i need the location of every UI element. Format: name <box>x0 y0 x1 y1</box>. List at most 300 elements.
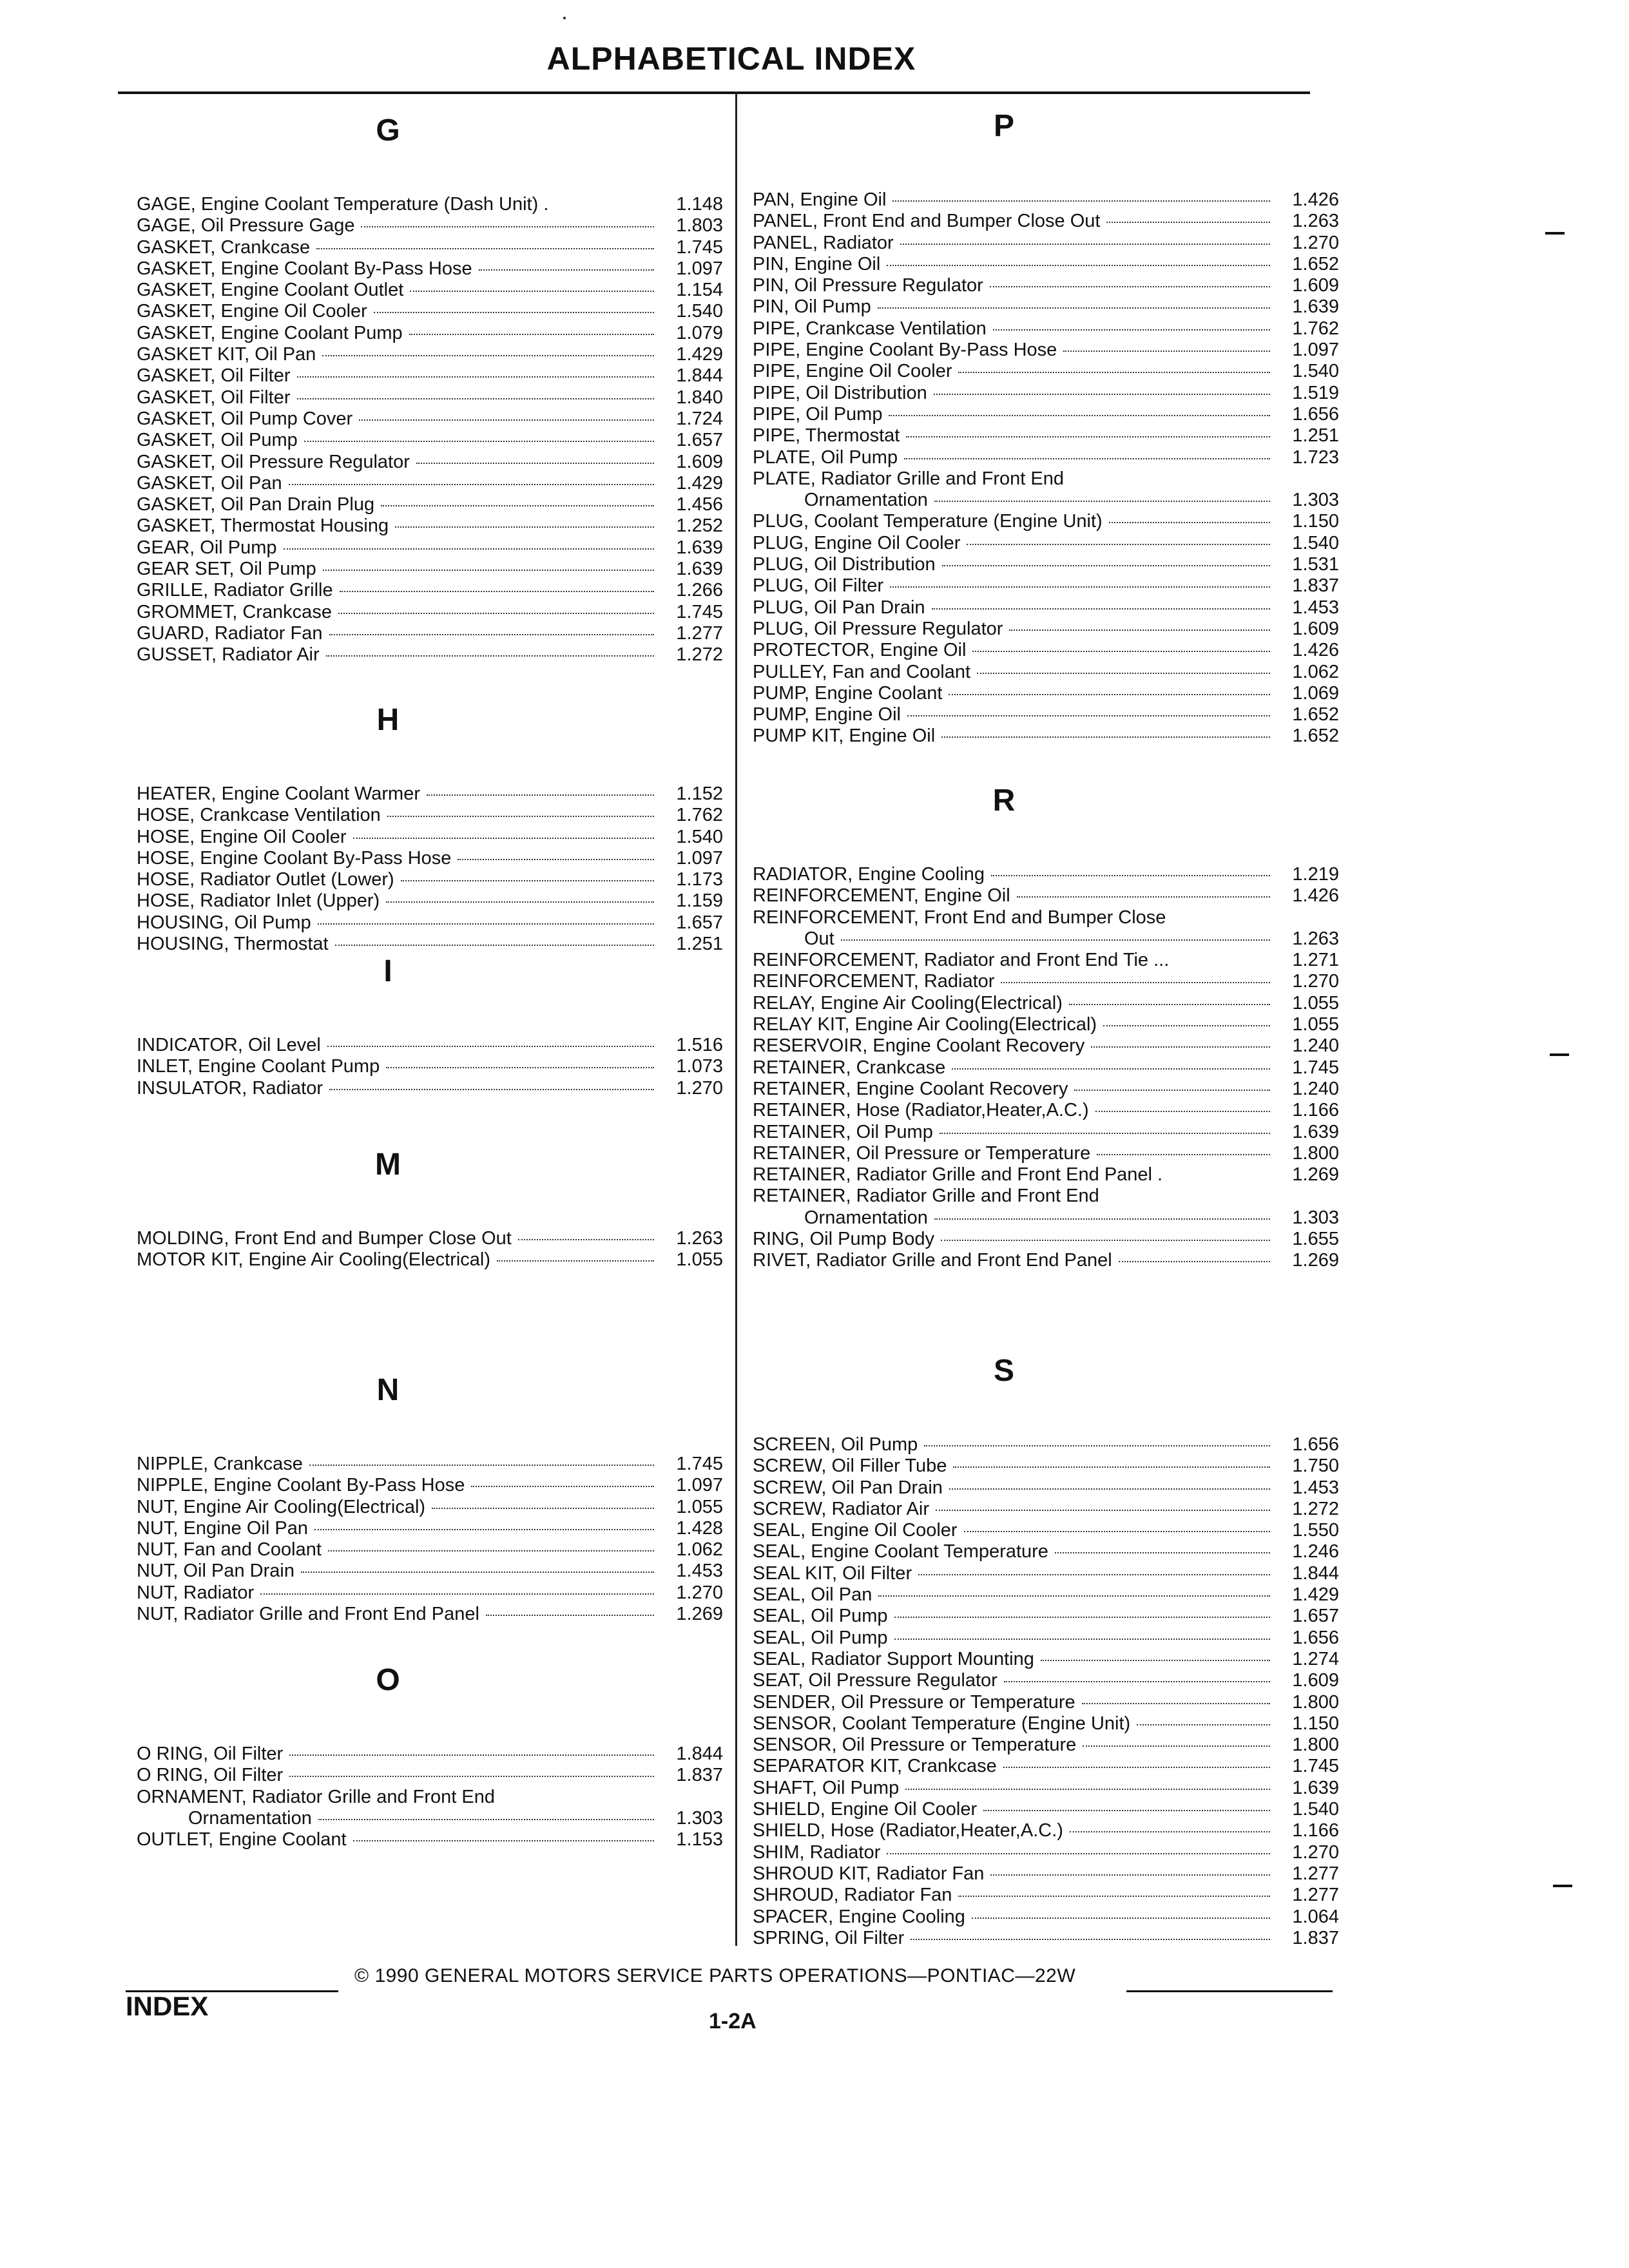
dot-leader <box>340 591 654 592</box>
index-entry <box>137 602 723 623</box>
index-entry <box>137 1249 723 1271</box>
index-entry <box>753 254 1339 275</box>
dot-leader <box>381 505 654 506</box>
entry-name: SEAL, Engine Coolant Temperature <box>753 1541 1048 1562</box>
section-r <box>753 783 1339 1272</box>
page-reference: 1.800 <box>1292 1735 1339 1756</box>
dot-leader <box>323 570 654 571</box>
index-entry <box>753 1164 1339 1186</box>
page-reference: 1.266 <box>676 580 723 601</box>
page-reference: 1.800 <box>1292 1142 1339 1164</box>
entry-name: SCREW, Radiator Air <box>753 1498 929 1519</box>
index-entry <box>137 1539 723 1561</box>
dot-leader <box>1009 629 1270 631</box>
dot-leader <box>386 1067 654 1068</box>
dot-leader <box>967 544 1270 545</box>
index-entry-list <box>753 864 1339 1272</box>
entry-name: RELAY KIT, Engine Air Cooling(Electrical) <box>753 1014 1097 1035</box>
entry-name: SCREW, Oil Filler Tube <box>753 1456 947 1477</box>
dot-leader <box>1095 1111 1270 1112</box>
entry-name: GUSSET, Radiator Air <box>137 644 320 666</box>
dot-leader <box>314 1529 654 1530</box>
dot-leader <box>841 939 1270 941</box>
index-entry <box>753 318 1339 340</box>
entry-name: GAGE, Oil Pressure Gage <box>137 215 355 236</box>
page-reference: 1.453 <box>1292 597 1339 618</box>
section-letter: M <box>375 1148 401 1182</box>
dot-leader <box>890 586 1270 588</box>
dot-leader <box>1103 1025 1270 1026</box>
dot-leader <box>471 1486 654 1487</box>
page-reference: 1.426 <box>1292 189 1339 210</box>
dot-leader <box>1041 1660 1270 1661</box>
index-entry <box>137 280 723 301</box>
dot-leader <box>889 415 1270 416</box>
page-reference: 1.251 <box>676 934 723 955</box>
dot-leader <box>1097 1154 1270 1155</box>
dot-leader <box>359 419 654 421</box>
index-entry <box>137 537 723 559</box>
index-entry <box>753 1079 1339 1100</box>
page-reference: 1.159 <box>676 890 723 912</box>
dot-leader <box>964 1531 1270 1532</box>
index-entry <box>753 885 1339 907</box>
dot-leader <box>949 694 1270 695</box>
entry-name: SHIELD, Engine Oil Cooler <box>753 1799 978 1820</box>
entry-name: GROMMET, Crankcase <box>137 601 332 622</box>
dot-leader <box>905 1789 1270 1790</box>
index-entry <box>137 1078 723 1099</box>
dot-leader <box>327 1046 654 1047</box>
page-reference: 1.453 <box>676 1561 723 1582</box>
dot-leader <box>1106 222 1270 223</box>
dot-leader <box>1091 1046 1270 1048</box>
entry-name: REINFORCEMENT, Radiator <box>753 971 995 992</box>
index-entry <box>137 1454 723 1475</box>
dot-leader <box>1082 1703 1270 1704</box>
dot-leader <box>387 816 654 817</box>
dot-leader <box>972 651 1270 652</box>
index-entry <box>753 189 1339 211</box>
dot-leader <box>318 1819 654 1820</box>
page-reference: 1.270 <box>676 1077 723 1099</box>
dot-leader <box>1109 522 1270 523</box>
page-reference: 1.154 <box>676 280 723 301</box>
page-reference: 1.055 <box>1292 1014 1339 1035</box>
index-entry <box>753 1756 1339 1777</box>
entry-name: MOTOR KIT, Engine Air Cooling(Electrical) <box>137 1249 491 1271</box>
entry-name: NUT, Radiator <box>137 1582 255 1603</box>
index-entry-list <box>137 783 723 955</box>
footer-rule-right <box>1126 1990 1333 1992</box>
index-entry <box>137 215 723 236</box>
entry-name: RETAINER, Radiator Grille and Front End Panel . <box>753 1164 1163 1186</box>
page-reference: 1.097 <box>1292 340 1339 361</box>
entry-name: GASKET, Engine Coolant Pump <box>137 322 403 343</box>
index-entry <box>753 1520 1339 1541</box>
page-reference: 1.656 <box>1292 1627 1339 1648</box>
dot-leader <box>900 244 1270 245</box>
index-entry <box>137 365 723 387</box>
index-entry <box>753 1477 1339 1499</box>
page-reference: 1.723 <box>1292 447 1339 468</box>
page-reference: 1.073 <box>676 1056 723 1077</box>
dot-leader <box>887 1853 1270 1854</box>
index-entry <box>753 928 1339 950</box>
entry-name: SEPARATOR KIT, Crankcase <box>753 1756 997 1777</box>
dot-leader <box>328 1550 654 1552</box>
section-letter: N <box>376 1373 400 1407</box>
entry-name: REINFORCEMENT, Radiator and Front End Tie ... <box>753 950 1170 971</box>
page-reference: 1.800 <box>1292 1691 1339 1713</box>
index-entry <box>753 662 1339 683</box>
page-reference: 1.303 <box>1292 490 1339 511</box>
margin-mark <box>1545 232 1565 235</box>
section-g <box>137 113 723 666</box>
entry-name: GASKET KIT, Oil Pan <box>137 344 316 365</box>
section-o <box>137 1662 723 1850</box>
index-entry-list <box>137 194 723 666</box>
index-entry <box>753 1057 1339 1079</box>
entry-name: INDICATOR, Oil Level <box>137 1035 321 1055</box>
index-entry <box>753 1014 1339 1035</box>
dot-leader <box>318 923 654 925</box>
entry-name: SHIM, Radiator <box>753 1841 881 1863</box>
page-reference: 1.148 <box>676 194 723 215</box>
dot-leader <box>518 1239 654 1240</box>
index-entry <box>137 559 723 580</box>
entry-name: SEAL, Oil Pan <box>753 1584 872 1606</box>
page-reference: 1.453 <box>1292 1477 1339 1498</box>
page-reference: 1.270 <box>676 1582 723 1603</box>
page-reference: 1.251 <box>1292 425 1339 447</box>
page-reference: 1.550 <box>1292 1520 1339 1541</box>
index-entry <box>137 827 723 848</box>
dot-leader <box>878 1595 1270 1597</box>
index-entry <box>753 1713 1339 1735</box>
page-reference: 1.429 <box>676 472 723 494</box>
entry-name: NUT, Fan and Coolant <box>137 1539 322 1561</box>
section-letter: G <box>376 113 400 148</box>
index-entry <box>137 515 723 537</box>
dot-leader <box>1001 982 1270 983</box>
index-entry-list <box>753 189 1339 747</box>
index-entry <box>137 473 723 494</box>
entry-name: O RING, Oil Filter <box>137 1744 284 1764</box>
page-reference: 1.609 <box>1292 275 1339 296</box>
page-reference: 1.844 <box>676 1744 723 1764</box>
section-letter: P <box>993 109 1014 143</box>
dot-leader <box>289 1776 654 1777</box>
page-reference: 1.639 <box>1292 1777 1339 1798</box>
dot-leader <box>326 655 654 657</box>
dot-leader <box>374 312 654 313</box>
entry-name: GASKET, Thermostat Housing <box>137 515 389 537</box>
dot-leader <box>260 1593 654 1595</box>
dot-leader <box>934 501 1270 502</box>
entry-name: HOSE, Crankcase Ventilation <box>137 805 381 826</box>
index-entry <box>137 387 723 408</box>
dot-leader <box>990 1874 1270 1876</box>
page-reference: 1.263 <box>1292 211 1339 232</box>
index-entry <box>753 950 1339 971</box>
index-entry <box>753 1799 1339 1820</box>
index-entry <box>137 344 723 365</box>
dot-leader <box>1055 1552 1270 1553</box>
section-n <box>137 1372 723 1625</box>
dot-leader <box>432 1508 654 1509</box>
entry-name: RING, Oil Pump Body <box>753 1229 935 1250</box>
entry-name: PLUG, Oil Filter <box>753 575 884 597</box>
dot-leader <box>958 372 1270 373</box>
index-entry <box>753 1250 1339 1271</box>
title-rule <box>118 91 1310 94</box>
entry-name: GASKET, Oil Pump Cover <box>137 408 353 429</box>
dot-leader <box>289 484 654 485</box>
entry-name: NIPPLE, Engine Coolant By-Pass Hose <box>137 1475 465 1496</box>
page-reference: 1.745 <box>1292 1756 1339 1777</box>
index-entry <box>137 1561 723 1582</box>
entry-name: RETAINER, Oil Pressure or Temperature <box>753 1142 1091 1164</box>
page-reference: 1.803 <box>676 215 723 236</box>
index-entry <box>753 597 1339 619</box>
entry-name: PLUG, Coolant Temperature (Engine Unit) <box>753 511 1103 532</box>
dot-leader <box>401 880 654 881</box>
entry-name: HOUSING, Thermostat <box>137 934 329 955</box>
entry-name: HOSE, Engine Oil Cooler <box>137 826 347 847</box>
entry-name: GRILLE, Radiator Grille <box>137 580 333 601</box>
dot-leader <box>878 307 1270 309</box>
dot-leader <box>949 1488 1270 1490</box>
dot-leader <box>907 715 1270 716</box>
index-entry <box>137 623 723 644</box>
entry-name: O RING, Oil Filter <box>137 1765 284 1786</box>
index-entry <box>753 1563 1339 1584</box>
index-entry <box>753 1541 1339 1562</box>
page-reference: 1.609 <box>676 451 723 472</box>
page-reference: 1.271 <box>1292 950 1339 971</box>
page-reference: 1.069 <box>1292 682 1339 704</box>
dot-leader <box>427 794 654 796</box>
entry-name: PIPE, Engine Coolant By-Pass Hose <box>753 340 1057 361</box>
index-entry <box>137 1228 723 1249</box>
dot-leader <box>918 1574 1270 1575</box>
index-entry <box>137 494 723 515</box>
page-reference: 1.240 <box>1292 1035 1339 1057</box>
page-reference: 1.652 <box>1292 726 1339 747</box>
page-reference: 1.657 <box>676 430 723 451</box>
index-entry <box>753 447 1339 468</box>
entry-name: Ornamentation <box>188 1807 312 1829</box>
index-entry <box>753 383 1339 404</box>
entry-name: RELAY, Engine Air Cooling(Electrical) <box>753 992 1063 1014</box>
entry-name: SPRING, Oil Filter <box>753 1927 905 1948</box>
section-letter: R <box>992 783 1016 818</box>
page-reference: 1.270 <box>1292 971 1339 992</box>
page-reference: 1.055 <box>676 1496 723 1517</box>
index-entry <box>753 864 1339 885</box>
entry-name: GASKET, Oil Filter <box>137 365 291 387</box>
page-reference: 1.762 <box>1292 318 1339 339</box>
dot-leader <box>395 526 654 528</box>
page-reference: 1.656 <box>1292 403 1339 425</box>
page-reference: 1.277 <box>1292 1863 1339 1884</box>
page-reference: 1.844 <box>676 365 723 387</box>
page-reference: 1.745 <box>676 1454 723 1474</box>
entry-name: SENSOR, Coolant Temperature (Engine Unit) <box>753 1713 1131 1734</box>
page-reference: 1.540 <box>1292 361 1339 382</box>
page-reference: 1.844 <box>1292 1562 1339 1584</box>
entry-name: SEAL, Oil Pump <box>753 1606 888 1627</box>
page-reference: 1.153 <box>676 1829 723 1850</box>
entry-name: SEAT, Oil Pressure Regulator <box>753 1670 998 1691</box>
entry-name: SHAFT, Oil Pump <box>753 1777 900 1798</box>
page-reference: 1.837 <box>1292 575 1339 597</box>
entry-name: INSULATOR, Radiator <box>137 1077 323 1099</box>
index-entry <box>753 1885 1339 1906</box>
page-reference: 1.656 <box>1292 1434 1339 1455</box>
entry-name: PIN, Engine Oil <box>753 253 881 274</box>
index-entry <box>137 912 723 934</box>
entry-name: SHIELD, Hose (Radiator,Heater,A.C.) <box>753 1820 1063 1841</box>
dot-leader <box>297 376 655 378</box>
dot-leader <box>991 875 1270 876</box>
page-reference: 1.269 <box>676 1604 723 1625</box>
page-reference: 1.270 <box>1292 232 1339 253</box>
page-reference: 1.540 <box>1292 1799 1339 1820</box>
dot-leader <box>958 1896 1270 1897</box>
entry-name: PLATE, Oil Pump <box>753 447 898 468</box>
index-entry <box>753 704 1339 726</box>
dot-leader <box>942 565 1270 566</box>
index-entry <box>137 1787 723 1808</box>
page-reference: 1.609 <box>1292 1670 1339 1691</box>
page-reference: 1.540 <box>676 826 723 847</box>
margin-mark <box>1550 1053 1569 1056</box>
entry-name: RETAINER, Crankcase <box>753 1057 946 1078</box>
index-entry <box>137 430 723 451</box>
entry-name: SENSOR, Oil Pressure or Temperature <box>753 1735 1077 1756</box>
entry-name: GASKET, Oil Pan Drain Plug <box>137 494 375 515</box>
page-reference: 1.173 <box>676 869 723 890</box>
entry-name: GASKET, Engine Oil Cooler <box>137 301 367 322</box>
index-entry <box>753 683 1339 704</box>
section-p <box>753 108 1339 747</box>
index-entry <box>753 1456 1339 1477</box>
index-entry <box>137 1497 723 1518</box>
column-divider <box>735 91 737 1946</box>
index-entry <box>753 1820 1339 1841</box>
page-reference: 1.246 <box>1292 1541 1339 1562</box>
index-entry <box>137 1475 723 1496</box>
entry-name: HOSE, Radiator Inlet (Upper) <box>137 890 380 912</box>
page-reference: 1.150 <box>1292 1713 1339 1734</box>
dot-leader <box>1119 1261 1270 1262</box>
page-reference: 1.750 <box>1292 1456 1339 1477</box>
entry-name: SEAL KIT, Oil Filter <box>753 1562 912 1584</box>
entry-name: GUARD, Radiator Fan <box>137 622 323 644</box>
entry-name: MOLDING, Front End and Bumper Close Out <box>137 1228 512 1249</box>
page-reference: 1.540 <box>676 301 723 322</box>
entry-name: SHROUD KIT, Radiator Fan <box>753 1863 985 1884</box>
page-reference: 1.837 <box>1292 1927 1339 1948</box>
page-reference: 1.652 <box>1292 253 1339 274</box>
entry-name: SCREW, Oil Pan Drain <box>753 1477 943 1498</box>
page-reference: 1.652 <box>1292 704 1339 726</box>
entry-name: PUMP, Engine Coolant <box>753 682 943 704</box>
index-entry <box>753 511 1339 532</box>
page-reference: 1.303 <box>1292 1207 1339 1228</box>
entry-name: NIPPLE, Crankcase <box>137 1454 303 1474</box>
entry-name: SENDER, Oil Pressure or Temperature <box>753 1691 1075 1713</box>
dot-leader <box>301 1571 654 1573</box>
index-entry <box>137 1582 723 1604</box>
dot-leader <box>911 1939 1270 1940</box>
entry-name: PIN, Oil Pump <box>753 296 871 318</box>
index-entry <box>753 1229 1339 1250</box>
entry-name: OUTLET, Engine Coolant <box>137 1829 347 1850</box>
dot-leader <box>892 200 1270 202</box>
index-entry <box>753 1670 1339 1691</box>
section-h <box>137 702 723 955</box>
page-reference: 1.745 <box>1292 1057 1339 1078</box>
entry-name: PLUG, Engine Oil Cooler <box>753 532 961 553</box>
index-entry-list <box>137 1744 723 1850</box>
entry-name: Ornamentation <box>804 490 928 511</box>
entry-name: PIPE, Oil Pump <box>753 403 883 425</box>
index-entry <box>753 1735 1339 1756</box>
entry-name: REINFORCEMENT, Engine Oil <box>753 885 1010 907</box>
dot-leader <box>416 463 654 464</box>
page-reference: 1.657 <box>676 912 723 933</box>
entry-name: GASKET, Engine Coolant By-Pass Hose <box>137 258 472 279</box>
dot-leader <box>304 441 654 442</box>
stray-dot-mark <box>563 17 566 19</box>
dot-leader <box>1069 1004 1270 1005</box>
page-reference: 1.639 <box>676 559 723 580</box>
index-entry <box>137 783 723 805</box>
page-reference: 1.426 <box>1292 640 1339 661</box>
section-letter: S <box>993 1354 1014 1388</box>
entry-name: SPACER, Engine Cooling <box>753 1906 965 1927</box>
page-reference: 1.240 <box>1292 1078 1339 1099</box>
page-reference: 1.152 <box>676 783 723 804</box>
index-entry <box>137 934 723 955</box>
dot-leader <box>322 355 654 356</box>
page-reference: 1.745 <box>676 601 723 622</box>
index-entry <box>753 1035 1339 1057</box>
index-entry <box>137 1829 723 1850</box>
index-entry <box>137 1518 723 1539</box>
dot-leader <box>972 1917 1270 1919</box>
entry-name: Out <box>804 928 834 949</box>
dot-leader <box>953 1466 1270 1468</box>
entry-name: NUT, Engine Oil Pan <box>137 1517 308 1539</box>
entry-name: PIPE, Thermostat <box>753 425 900 447</box>
page-title: ALPHABETICAL INDEX <box>546 41 916 77</box>
dot-leader <box>934 394 1270 395</box>
index-entry <box>753 533 1339 554</box>
entry-name: PLATE, Radiator Grille and Front End <box>753 468 1065 489</box>
entry-name: RESERVOIR, Engine Coolant Recovery <box>753 1035 1085 1057</box>
index-entry <box>137 644 723 666</box>
index-entry <box>137 1056 723 1077</box>
index-entry <box>137 869 723 890</box>
index-entry <box>137 323 723 344</box>
index-entry <box>753 1499 1339 1520</box>
page-reference: 1.657 <box>1292 1606 1339 1627</box>
page-reference: 1.516 <box>676 1035 723 1055</box>
